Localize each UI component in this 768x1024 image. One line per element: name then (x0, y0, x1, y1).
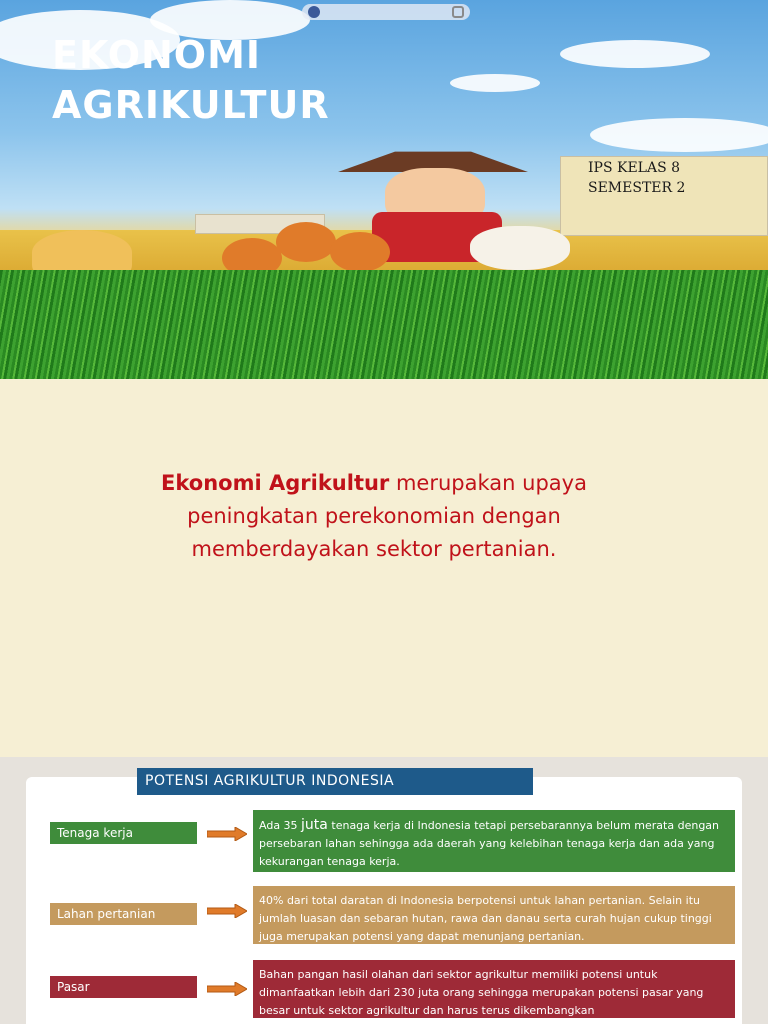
label-tenaga-kerja: Tenaga kerja (50, 822, 197, 844)
definition-text (100, 467, 648, 566)
cover-subtitle (588, 158, 685, 198)
subtitle-line-1: IPS KELAS 8 (588, 160, 681, 176)
facebook-icon[interactable] (308, 6, 320, 18)
label-pasar: Pasar (50, 976, 197, 998)
definition-body: merupakan upaya peningkatan perekonomian dengan memberdayakan sektor pertanian. (187, 471, 587, 561)
arrow-right-icon (207, 904, 247, 918)
child-figure (32, 230, 132, 275)
sheep (470, 226, 570, 270)
farmer-hat (338, 138, 528, 172)
pumpkin (330, 232, 390, 272)
arrow-right-icon (207, 827, 247, 841)
label-lahan-pertanian: Lahan pertanian (50, 903, 197, 925)
subtitle-line-2: SEMESTER 2 (588, 180, 686, 196)
definition-slide (0, 379, 768, 757)
cover-title (52, 30, 330, 130)
arrow-right-icon (207, 982, 247, 996)
cover-slide (0, 0, 768, 379)
cloud (450, 74, 540, 92)
grass (0, 270, 768, 379)
desc-pre: Ada 35 (259, 819, 302, 832)
title-line-2: AGRIKULTUR (52, 83, 330, 127)
cloud (590, 118, 768, 152)
desc-tenaga-kerja (253, 810, 735, 872)
definition-term: Ekonomi Agrikultur (161, 471, 390, 495)
pumpkin (276, 222, 336, 262)
social-bar (302, 4, 470, 20)
instagram-icon[interactable] (452, 6, 464, 18)
desc-post: tenaga kerja di Indonesia tetapi persebarannya belum merata dengan persebaran lahan sehingga ada daerah yang kelebihan tenaga kerja dan ada yang kekurangan tenaga kerja. (259, 819, 720, 868)
desc-pasar: Bahan pangan hasil olahan dari sektor agrikultur memiliki potensi untuk dimanfaatkan lebih dari 230 juta orang sehingga merupakan potensi pasar yang besar untuk sektor agrikultur dan harus terus dikembangkan (253, 960, 735, 1018)
desc-highlight: juta (301, 817, 328, 833)
desc-lahan-pertanian: 40% dari total daratan di Indonesia berpotensi untuk lahan pertanian. Selain itu jumlah luasan dan sebaran hutan, rawa dan danau serta curah hujan cukup tinggi juga merupakan potensi yang dapat menunjang pertanian. (253, 886, 735, 944)
section-header: POTENSI AGRIKULTUR INDONESIA (137, 768, 533, 795)
cloud (560, 40, 710, 68)
title-line-1: EKONOMI (52, 33, 262, 77)
